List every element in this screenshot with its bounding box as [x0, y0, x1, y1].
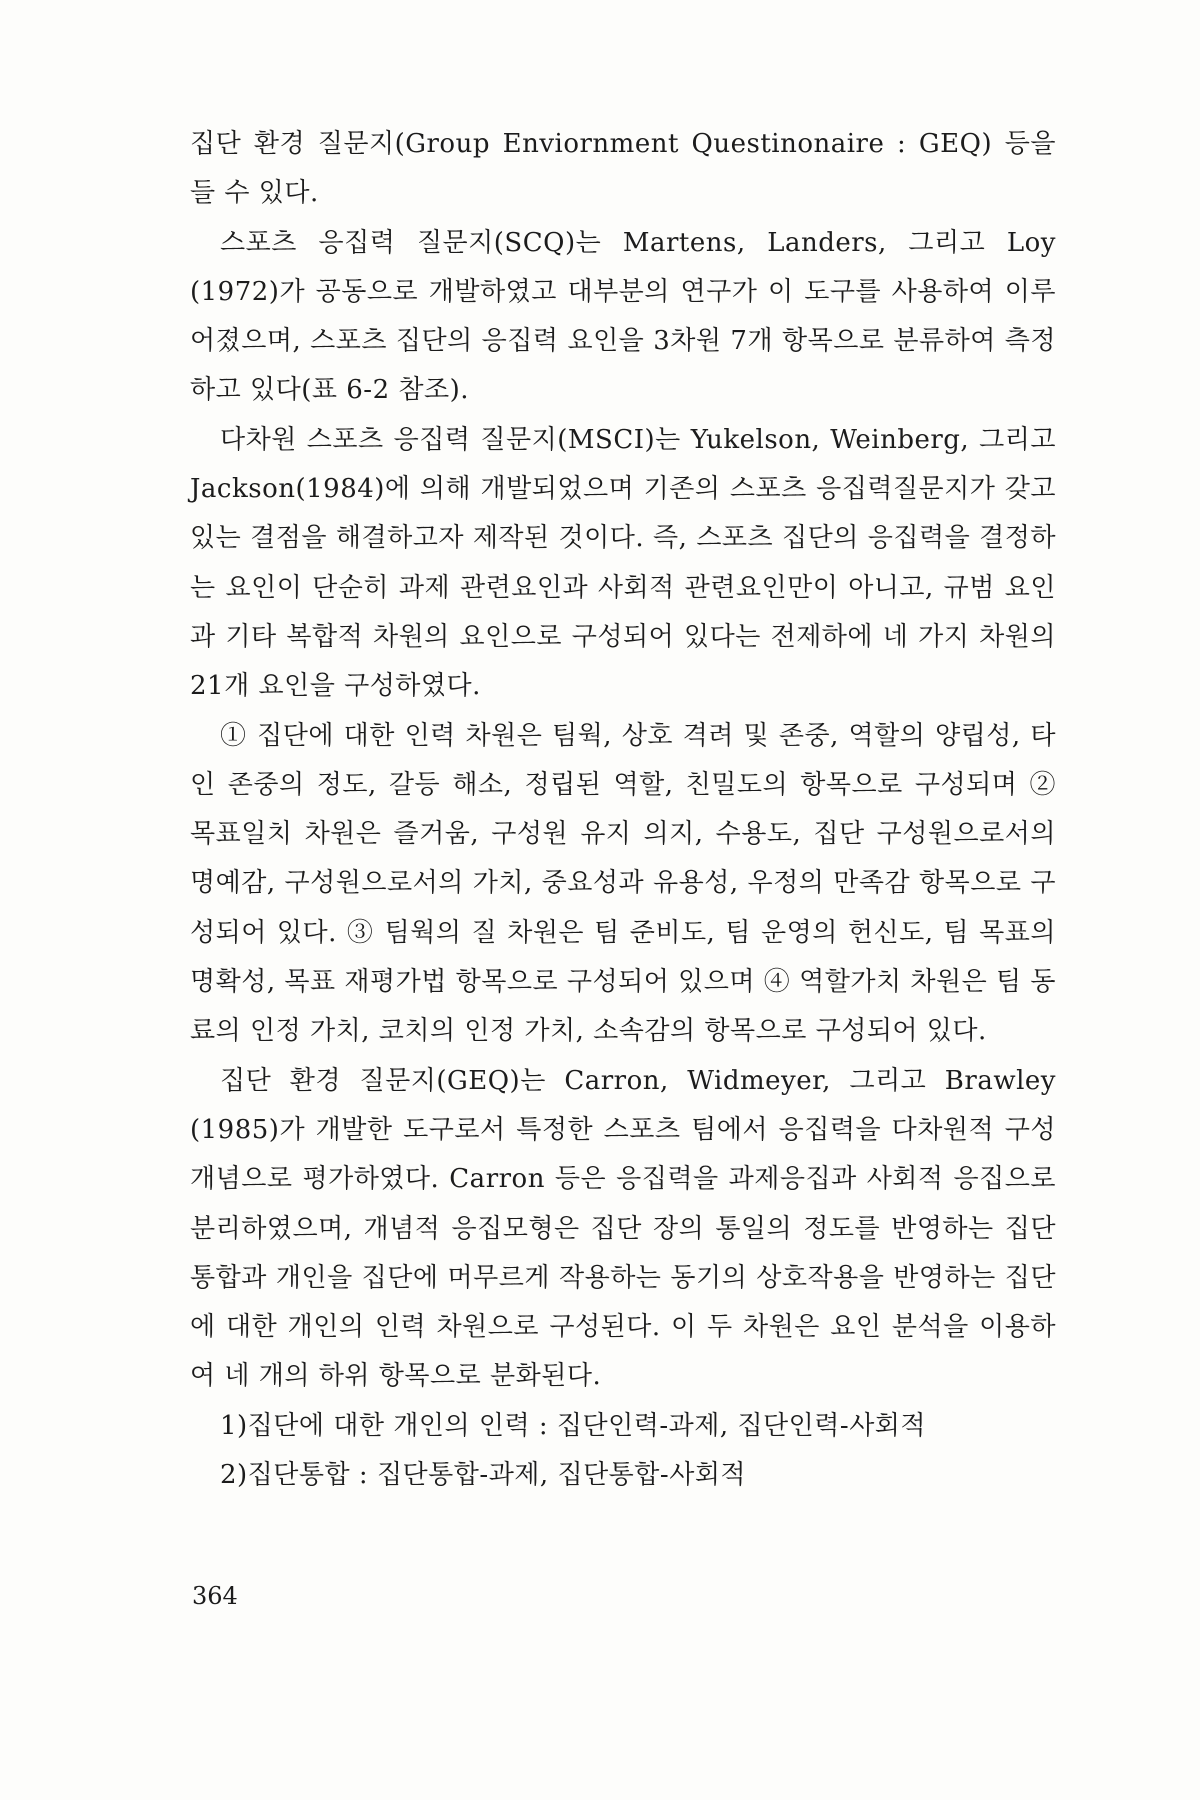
paragraph-continued: 집단 환경 질문지(Group Enviornment Questinonaire : GEQ) 등을 들 수 있다. [190, 129, 1056, 209]
paragraph-geq: 집단 환경 질문지(GEQ)는 Carron, Widmeyer, 그리고 Brawley (1985)가 개발한 도구로서 특정한 스포츠 팀에서 응집력을 다차원적 구성 개념으로 평가하였다. Carron 등은 응집력을 과제응집과 사회적 응집으로 분리하였으며, 개념적 응집모형은 집단 장의 통일의 정도를 반영하는 집단통합과 개인을 집단에 머무르게 작용하는 동기의 상호작용을 반영하는 집단에 대한 개인의 인력 차원으로 구성된다. 이 두 차원은 요인 분석을 이용하여 네 개의 하위 항목으로 분화된다. [190, 1065, 1056, 1392]
paragraph-msci-dimensions: ① 집단에 대한 인력 차원은 팀웍, 상호 격려 및 존중, 역할의 양립성, 타인 존중의 정도, 갈등 해소, 정립된 역할, 친밀도의 항목으로 구성되며 ② 목표일치 차원은 즐거움, 구성원 유지 의지, 수용도, 집단 구성원으로서의 명예감, 구성원으로서의 가치, 중요성과 유용성, 우정의 만족감 항목으로 구성되어 있다. ③ 팀웍의 질 차원은 팀 준비도, 팀 운영의 헌신도, 팀 목표의 명확성, 목표 재평가법 항목으로 구성되어 있으며 ④ 역할가치 차원은 팀 동료의 인정 가치, 코치의 인정 가치, 소속감의 항목으로 구성되어 있다. [190, 720, 1056, 1047]
paragraph-scq: 스포츠 응집력 질문지(SCQ)는 Martens, Landers, 그리고 Loy (1972)가 공동으로 개발하였고 대부분의 연구가 이 도구를 사용하여 이루어졌으며, 스포츠 집단의 응집력 요인을 3차원 7개 항목으로 분류하여 측정하고 있다(표 6-2 참조). [190, 227, 1056, 406]
body-text [190, 120, 1056, 1500]
page-number: 364 [192, 1582, 238, 1610]
paragraph-msci: 다차원 스포츠 응집력 질문지(MSCI)는 Yukelson, Weinberg, 그리고 Jackson(1984)에 의해 개발되었으며 기존의 스포츠 응집력질문지가 갖고 있는 결점을 해결하고자 제작된 것이다. 즉, 스포츠 집단의 응집력을 결정하는 요인이 단순히 과제 관련요인과 사회적 관련요인만이 아니고, 규범 요인과 기타 복합적 차원의 요인으로 구성되어 있다는 전제하에 네 가지 차원의 21개 요인을 구성하였다. [190, 424, 1056, 702]
list-item: 2)집단통합 : 집단통합-과제, 집단통합-사회적 [220, 1460, 747, 1491]
list-item: 1)집단에 대한 개인의 인력 : 집단인력-과제, 집단인력-사회적 [220, 1410, 927, 1441]
